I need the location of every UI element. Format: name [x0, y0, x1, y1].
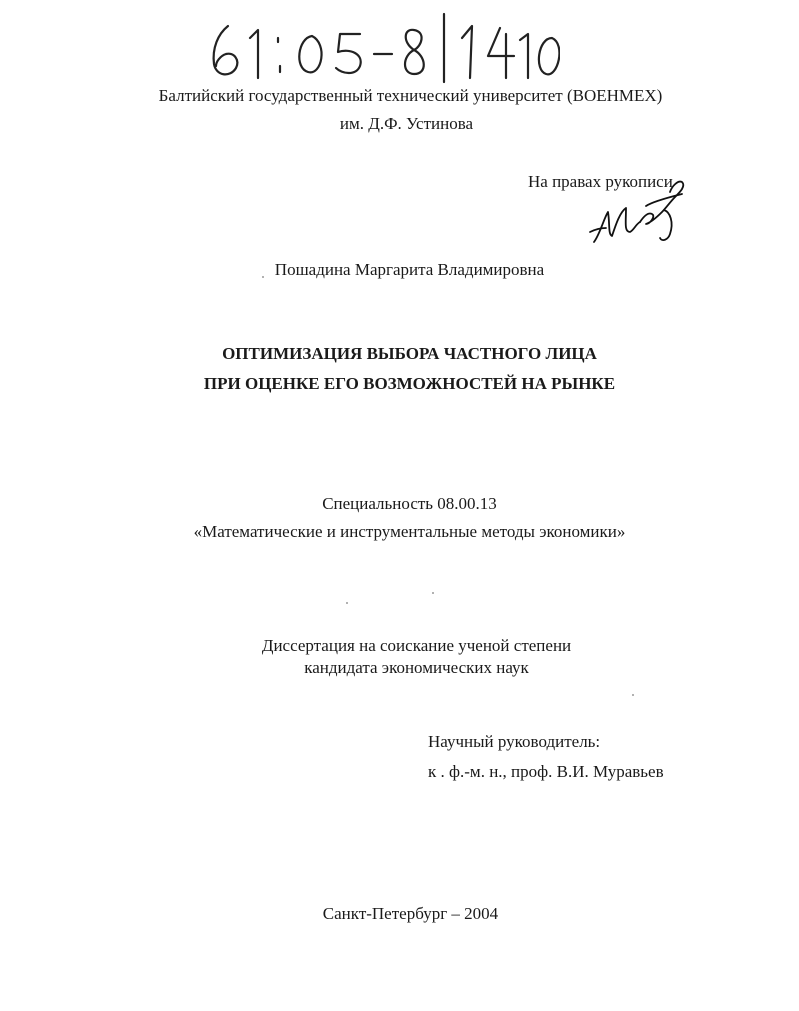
author-name: Пошадина Маргарита Владимировна: [274, 260, 545, 279]
scan-speck: [262, 276, 264, 278]
handwritten-catalog-number: [200, 8, 560, 88]
author-signature: [586, 172, 696, 250]
degree-statement-line-1: Диссертация на соискание ученой степени: [261, 636, 572, 655]
scan-speck: [632, 694, 634, 696]
scan-speck: [432, 592, 434, 594]
degree-statement-line-2: кандидата экономических наук: [304, 658, 529, 677]
university-name: Балтийский государственный технический университет (ВОЕНМЕХ): [158, 86, 663, 105]
supervisor-name: к . ф.-м. н., проф. В.И. Муравьев: [428, 762, 664, 781]
signature-drawing: [586, 172, 696, 250]
specialty-name: «Математические и инструментальные методы экономики»: [193, 522, 626, 541]
supervisor-label: Научный руководитель:: [428, 732, 601, 751]
scan-speck: [346, 602, 348, 604]
city-and-year: Санкт-Петербург – 2004: [322, 904, 499, 923]
manuscript-rights-note: На правах рукописи: [528, 172, 673, 191]
handwritten-number-drawing: [200, 8, 560, 88]
thesis-title-line-2: ПРИ ОЦЕНКЕ ЕГО ВОЗМОЖНОСТЕЙ НА РЫНКЕ: [203, 374, 616, 393]
specialty-code: Специальность 08.00.13: [322, 494, 497, 513]
thesis-title-line-1: ОПТИМИЗАЦИЯ ВЫБОРА ЧАСТНОГО ЛИЦА: [222, 344, 597, 363]
university-named-after: им. Д.Ф. Устинова: [339, 114, 474, 133]
